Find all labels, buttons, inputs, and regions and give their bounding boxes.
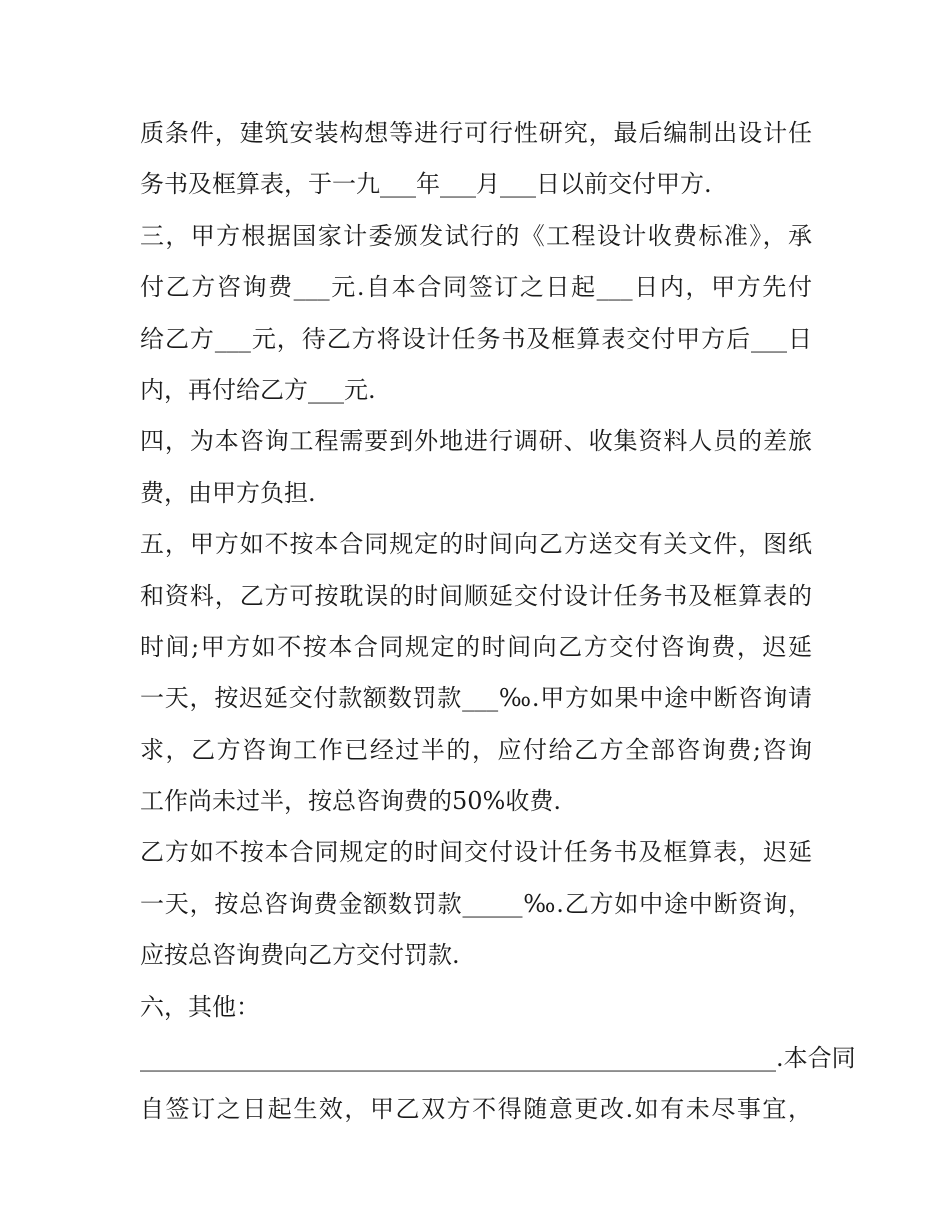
text-line: 和资料，乙方可按耽误的时间顺延交付设计任务书及框算表的 [140,581,812,610]
text-line: 内，再付给乙方___元. [140,375,376,404]
text-line: 给乙方___元，待乙方将设计任务书及框算表交付甲方后___日 [140,324,812,353]
text-line: 自签订之日起生效，甲乙双方不得随意更改.如有未尽事宜， [140,1095,812,1124]
text-line: 工作尚未过半，按总咨询费的50%收费. [140,787,561,816]
text-line: 质条件，建筑安装构想等进行可行性研究，最后编制出设计任 [140,119,812,147]
text-line: 求，乙方咨询工作已经过半的，应付给乙方全部咨询费;咨询 [140,735,812,764]
text-line: 六，其他： [140,992,260,1021]
text-line: 乙方如不按本合同规定的时间交付设计任务书及框算表，迟延 [140,838,812,867]
text-line: 时间;甲方如不按本合同规定的时间向乙方交付咨询费，迟延 [140,632,812,661]
contract-body-text [140,108,856,1136]
text-line: 应按总咨询费向乙方交付罚款. [140,941,460,970]
text-line: 四，为本咨询工程需要到外地进行调研、收集资料人员的差旅 [140,427,812,456]
text-line: 务书及框算表，于一九___年___月___日以前交付甲方. [140,170,712,199]
text-line: _____________________________________________________.本合同 [140,1044,856,1073]
text-line: 三，甲方根据国家计委颁发试行的《工程设计收费标准》，承 [140,221,812,250]
text-line: 一天，按总咨询费金额数罚款_____‰.乙方如中途中断资询， [140,889,812,918]
text-line: 付乙方咨询费___元.自本合同签订之日起___日内，甲方先付 [140,273,812,302]
text-line: 费，由甲方负担. [140,478,316,507]
text-line: 五，甲方如不按本合同规定的时间向乙方送交有关文件，图纸 [140,530,812,559]
text-line: 一天，按迟延交付款额数罚款___‰.甲方如果中途中断咨询请 [140,684,812,713]
